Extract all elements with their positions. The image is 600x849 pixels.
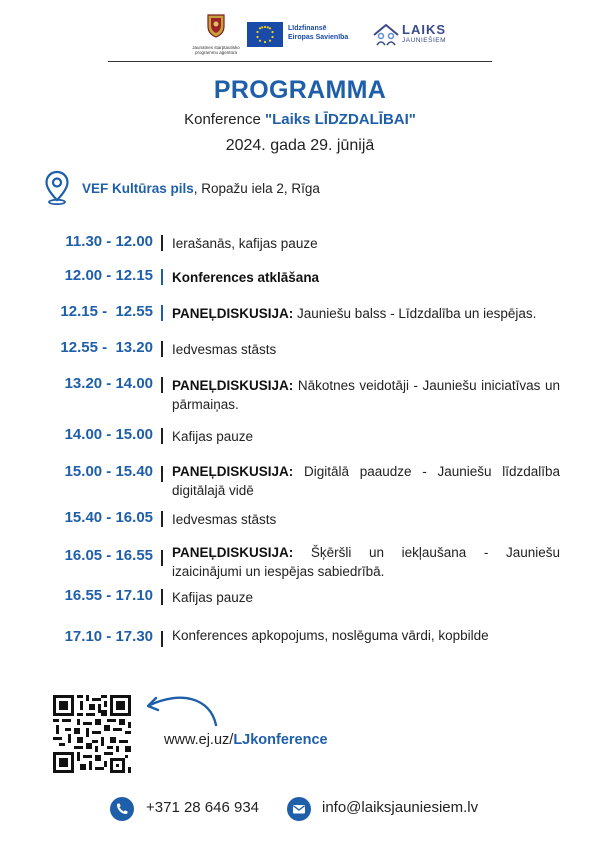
schedule-divider	[161, 235, 163, 251]
schedule-text: Jauniešu balss - Līdzdalība un iespējas.	[293, 306, 537, 321]
schedule-label: Konferences atklāšana	[172, 270, 320, 285]
venue-name: VEF Kultūras pils	[82, 181, 194, 196]
page-title: PROGRAMMA	[213, 76, 387, 104]
agency-logo-text: Jaunatnes starptautisko programmu aģentūra	[192, 45, 240, 55]
schedule-item	[172, 304, 560, 323]
schedule-label: PANEĻDISKUSIJA:	[172, 545, 294, 560]
schedule-text: Digitālā paaudze - Jauniešu līdzdalība digitālajā vidē	[172, 464, 560, 498]
schedule-item	[172, 340, 560, 359]
schedule-label: PANEĻDISKUSIJA:	[172, 464, 294, 479]
schedule-time: 12.15 - 12.55	[60, 303, 153, 320]
schedule-text: Iedvesmas stāsts	[172, 512, 277, 527]
eu-line-1: Līdzfinansē	[288, 25, 327, 32]
schedule-time: 12.55 - 13.20	[60, 339, 153, 356]
schedule-time: 16.55 - 17.10	[64, 587, 153, 604]
venue	[82, 181, 320, 196]
schedule-text: Iedvesmas stāsts	[172, 342, 277, 357]
schedule-item	[172, 588, 560, 607]
schedule-item	[172, 268, 560, 287]
schedule-item	[172, 543, 560, 581]
location-pin-icon	[44, 170, 70, 206]
conference-date: 2024. gada 29. jūnijā	[225, 137, 375, 154]
schedule-time: 15.00 - 15.40	[64, 463, 153, 480]
schedule-divider	[161, 466, 163, 482]
schedule-item	[172, 510, 560, 529]
schedule-divider	[161, 305, 163, 321]
eu-flag-icon	[247, 22, 283, 47]
schedule-divider	[161, 589, 163, 605]
laiks-logo-title: LAIKS	[402, 22, 446, 37]
agency-logo	[186, 12, 246, 55]
mail-icon	[287, 797, 311, 821]
phone-number[interactable]: +371 28 646 934	[146, 799, 260, 816]
schedule-text: Kafijas pauze	[172, 429, 254, 444]
house-people-icon	[372, 22, 400, 48]
email-address[interactable]: info@laiksjauniesiem.lv	[322, 799, 479, 816]
schedule-text: Šķēršli un iekļaušana - Jauniešu izaicinājumi un iespējas sabiedrībā.	[172, 545, 560, 579]
schedule-divider	[161, 341, 163, 357]
phone-icon	[110, 797, 134, 821]
schedule-divider	[161, 377, 163, 393]
eu-cofunded-text	[288, 24, 348, 42]
eu-line-2: Eiropas Savienība	[288, 34, 349, 41]
schedule-label: PANEĻDISKUSIJA:	[172, 306, 294, 321]
schedule-divider	[161, 631, 163, 647]
link-prefix: www.ej.uz/	[164, 732, 234, 748]
schedule-time: 12.00 - 12.15	[64, 267, 153, 284]
schedule-item	[172, 462, 560, 500]
schedule-text: Konferences apkopojums, noslēguma vārdi, kopbilde	[172, 628, 489, 643]
schedule-time: 17.10 - 17.30	[64, 628, 153, 645]
conference-name: "Laiks LĪDZDALĪBAI"	[264, 111, 416, 128]
schedule-item	[172, 626, 560, 645]
schedule-time: 14.00 - 15.00	[64, 426, 153, 443]
schedule-text: Nākotnes veidotāji - Jauniešu iniciatīvas un pārmaiņas.	[172, 378, 560, 412]
schedule-divider	[161, 428, 163, 444]
laiks-logo-subtitle: JAUNIEŠIEM	[402, 37, 447, 44]
schedule-item	[172, 427, 560, 446]
schedule-divider	[161, 269, 163, 285]
schedule-text: Kafijas pauze	[172, 590, 254, 605]
qr-code[interactable]	[53, 695, 131, 773]
schedule-item	[172, 234, 560, 253]
schedule-label: PANEĻDISKUSIJA:	[172, 378, 294, 393]
curved-arrow-icon	[140, 685, 220, 727]
schedule-divider	[161, 550, 163, 566]
schedule-text: Ierašanās, kafijas pauze	[172, 236, 318, 251]
schedule-divider	[161, 511, 163, 527]
venue-address: , Ropažu iela 2, Rīga	[193, 181, 320, 196]
schedule-time: 16.05 - 16.55	[64, 547, 153, 564]
header-divider	[108, 61, 492, 62]
schedule-time: 15.40 - 16.05	[64, 509, 153, 526]
link-slug: LJkonference	[233, 732, 328, 748]
coat-of-arms-icon	[205, 12, 227, 38]
conference-subtitle	[0, 111, 600, 128]
schedule-time: 11.30 - 12.00	[65, 233, 153, 250]
schedule-item	[172, 376, 560, 414]
schedule-time: 13.20 - 14.00	[64, 375, 153, 392]
subtitle-prefix: Konference	[184, 111, 265, 128]
laiks-jauniesiem-logo	[372, 22, 450, 50]
conference-link[interactable]	[164, 732, 328, 748]
